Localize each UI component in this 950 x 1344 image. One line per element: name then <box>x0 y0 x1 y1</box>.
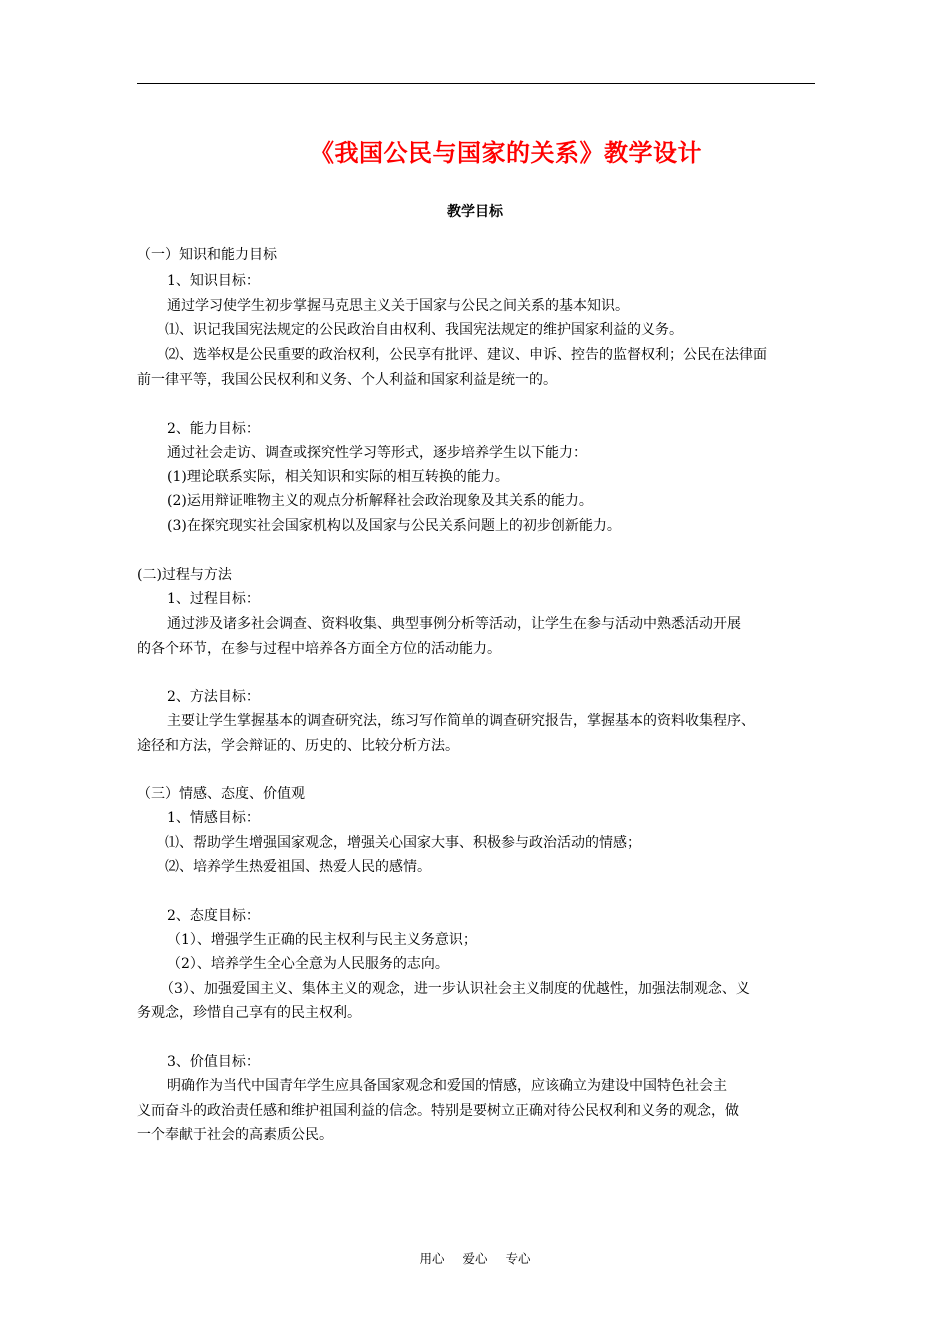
paragraph-line: 的各个环节，在参与过程中培养各方面全方位的活动能力。 <box>137 641 501 657</box>
paragraph-line: 前一律平等，我国公民权利和义务、个人利益和国家利益是统一的。 <box>137 372 557 388</box>
subheading: 2、态度目标： <box>167 908 260 924</box>
paragraph-line: (3)在探究现实社会国家机构以及国家与公民关系问题上的初步创新能力。 <box>167 518 621 534</box>
section-heading: 教学目标 <box>447 204 503 220</box>
document-title: 《我国公民与国家的关系》教学设计 <box>310 139 702 167</box>
subheading: 3、价值目标： <box>167 1054 260 1070</box>
subheading: 1、知识目标： <box>167 273 260 289</box>
paragraph-line: 一个奉献于社会的高素质公民。 <box>137 1127 333 1143</box>
section-heading-3: （三）情感、态度、价值观 <box>137 786 305 802</box>
subheading: 1、情感目标： <box>167 810 260 826</box>
paragraph-line: （3）、加强爱国主义、集体主义的观念，进一步认识社会主义制度的优越性，加强法制观念、义 <box>160 981 750 997</box>
section-heading-1: （一）知识和能力目标 <box>137 247 277 263</box>
paragraph-line: 明确作为当代中国青年学生应具备国家观念和爱国的情感，应该确立为建设中国特色社会主 <box>167 1078 727 1094</box>
paragraph-line: ⑵、培养学生热爱祖国、热爱人民的感情。 <box>165 859 431 875</box>
paragraph-line: （2）、培养学生全心全意为人民服务的志向。 <box>167 956 449 972</box>
page-footer: 用心 爱心 专心 <box>419 1251 531 1266</box>
paragraph-line: 通过涉及诸多社会调查、资料收集、典型事例分析等活动，让学生在参与活动中熟悉活动开展 <box>167 616 741 632</box>
paragraph-line: ⑴、识记我国宪法规定的公民政治自由权利、我国宪法规定的维护国家利益的义务。 <box>165 322 683 338</box>
subheading: 1、过程目标： <box>167 591 260 607</box>
header-rule <box>137 83 815 84</box>
subheading: 2、方法目标： <box>167 689 260 705</box>
section-heading-2: (二)过程与方法 <box>137 567 232 583</box>
paragraph-line: 通过学习使学生初步掌握马克思主义关于国家与公民之间关系的基本知识。 <box>167 298 629 314</box>
paragraph-line: 主要让学生掌握基本的调查研究法，练习写作简单的调查研究报告，掌握基本的资料收集程序、 <box>167 713 755 729</box>
paragraph-line: 途径和方法，学会辩证的、历史的、比较分析方法。 <box>137 738 459 754</box>
paragraph-line: (2)运用辩证唯物主义的观点分析解释社会政治现象及其关系的能力。 <box>167 493 593 509</box>
subheading: 2、能力目标： <box>167 421 260 437</box>
paragraph-line: ⑴、帮助学生增强国家观念，增强关心国家大事、积极参与政治活动的情感； <box>165 835 641 851</box>
paragraph-line: 义而奋斗的政治责任感和维护祖国利益的信念。特别是要树立正确对待公民权利和义务的观念，做 <box>137 1103 739 1119</box>
paragraph-line: （1）、增强学生正确的民主权利与民主义务意识； <box>167 932 477 948</box>
paragraph-line: 通过社会走访、调查或探究性学习等形式，逐步培养学生以下能力： <box>167 445 587 461</box>
paragraph-line: ⑵、选举权是公民重要的政治权利，公民享有批评、建议、申诉、控告的监督权利；公民在法律面 <box>165 347 767 363</box>
paragraph-line: 务观念，珍惜自己享有的民主权利。 <box>137 1005 361 1021</box>
paragraph-line: (1)理论联系实际，相关知识和实际的相互转换的能力。 <box>167 469 509 485</box>
